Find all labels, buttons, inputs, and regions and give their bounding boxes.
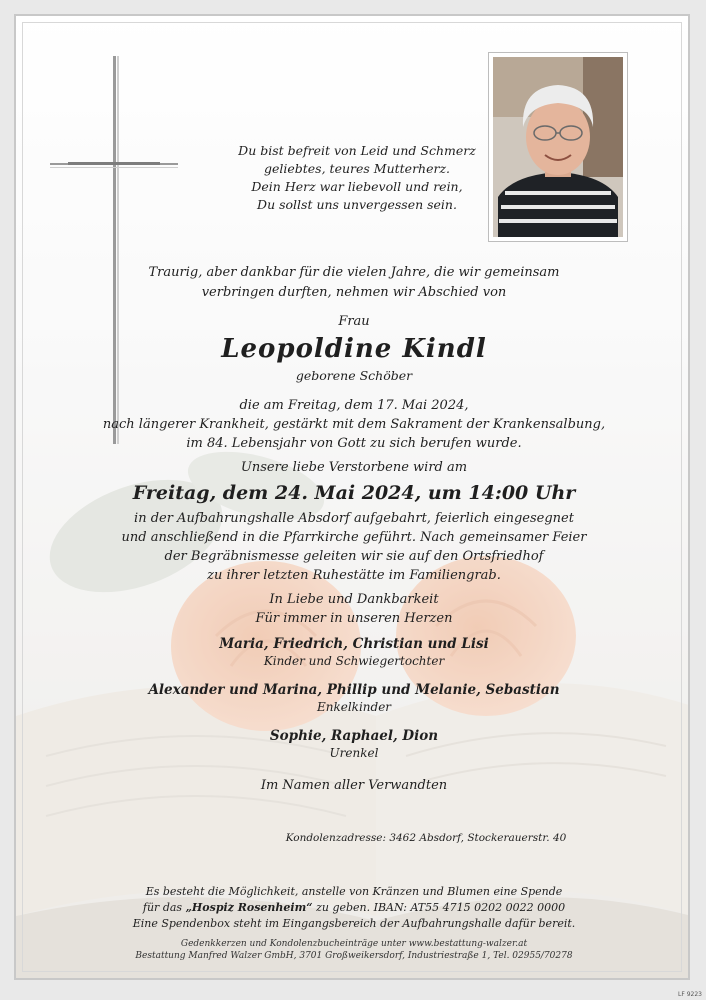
family-names: Alexander und Marina, Phillip und Melanie, Sebastian xyxy=(148,682,560,698)
poem-line: Dein Herz war liebevoll und rein, xyxy=(251,179,463,194)
poem-line: Du sollst uns unvergessen sein. xyxy=(257,197,457,212)
cross-icon xyxy=(50,56,180,446)
intro-line: Traurig, aber dankbar für die vielen Jahre, die wir gemeinsam xyxy=(148,265,560,280)
document-code: LF 9223 xyxy=(678,991,702,998)
family-role: Kinder und Schwiegertochter xyxy=(263,654,445,668)
birth-name: geborene Schöber xyxy=(295,368,413,383)
intro-text xyxy=(16,263,690,303)
family-role: Enkelkinder xyxy=(316,700,392,714)
footer-line: Gedenkkerzen und Kondolenzbucheinträge unter www.bestattung-walzer.at xyxy=(180,939,528,949)
donation-line: Eine Spendenbox steht im Eingangsbereich der Aufbahrungshalle dafür bereit. xyxy=(132,917,576,930)
hospice-name: „Hospiz Rosenheim“ xyxy=(185,901,313,914)
donation-notice xyxy=(16,884,690,932)
donation-prefix: für das xyxy=(142,901,186,914)
donation-line: Es besteht die Möglichkeit, anstelle von Kränzen und Blumen eine Spende xyxy=(145,885,563,898)
family-names: Maria, Friedrich, Christian und Lisi xyxy=(219,636,489,652)
love-text xyxy=(16,590,690,628)
family-names: Sophie, Raphael, Dion xyxy=(269,728,439,744)
deceased-name: Leopoldine Kindl xyxy=(221,334,487,364)
death-notice xyxy=(16,396,690,453)
intro-line: verbringen durften, nehmen wir Abschied von xyxy=(201,285,507,300)
obituary-card xyxy=(14,14,690,980)
funeral-date: Freitag, dem 24. Mai 2024, um 14:00 Uhr xyxy=(132,482,576,504)
love-line: In Liebe und Dankbarkeit xyxy=(269,592,439,607)
donation-line xyxy=(16,900,690,916)
portrait-image xyxy=(493,57,623,237)
poem xyxy=(192,142,522,214)
all-relatives: Im Namen aller Verwandten xyxy=(260,778,448,793)
portrait-photo xyxy=(488,52,628,242)
footer xyxy=(16,938,690,962)
death-line: nach längerer Krankheit, gestärkt mit dem Sakrament der Krankensalbung, xyxy=(102,417,606,432)
ceremony-line: der Begräbnismesse geleiten wir sie auf den Ortsfriedhof xyxy=(164,549,544,564)
death-line: die am Freitag, dem 17. Mai 2024, xyxy=(239,398,469,413)
ceremony-line: zu ihrer letzten Ruhestätte im Familiengrab. xyxy=(207,568,501,583)
family-role: Urenkel xyxy=(329,746,379,760)
funeral-intro: Unsere liebe Verstorbene wird am xyxy=(240,460,468,475)
love-line: Für immer in unseren Herzen xyxy=(255,611,453,626)
ceremony-text xyxy=(16,509,690,585)
donation-iban: zu geben. IBAN: AT55 4715 0202 0022 0000 xyxy=(312,901,566,914)
death-line: im 84. Lebensjahr von Gott zu sich berufen wurde. xyxy=(186,436,522,451)
ceremony-line: und anschließend in die Pfarrkirche geführt. Nach gemeinsamer Feier xyxy=(121,530,587,545)
poem-line: Du bist befreit von Leid und Schmerz xyxy=(238,143,476,158)
condolence-address: Kondolenzadresse: 3462 Absdorf, Stockerauerstr. 40 xyxy=(285,832,567,844)
footer-line: Bestattung Manfred Walzer GmbH, 3701 Großweikersdorf, Industriestraße 1, Tel. 02955/70278 xyxy=(135,951,573,961)
salutation: Frau xyxy=(338,314,370,329)
poem-line: geliebtes, teures Mutterherz. xyxy=(263,161,451,176)
ceremony-line: in der Aufbahrungshalle Absdorf aufgebahrt, feierlich eingesegnet xyxy=(134,511,574,526)
